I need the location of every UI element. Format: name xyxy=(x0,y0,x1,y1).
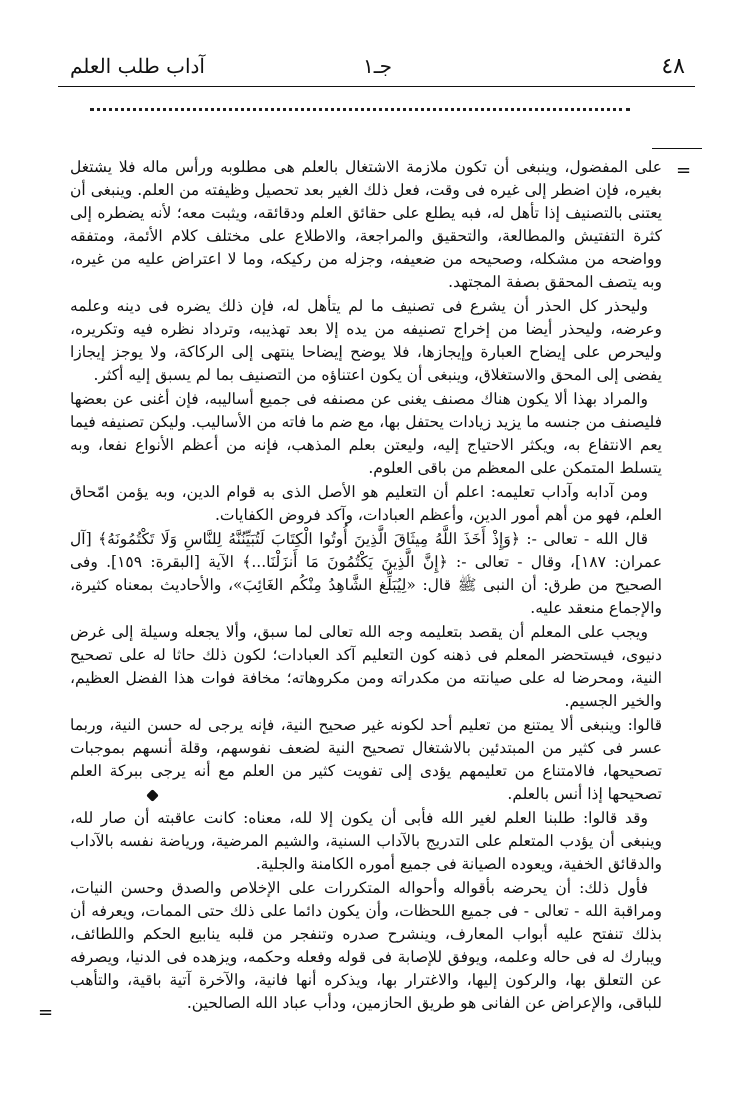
header-rule xyxy=(58,86,695,87)
paragraph-5: قال الله - تعالى -: ﴿وَإِذْ أَخَذَ اللَّهُ مِيثَاقَ الَّذِينَ أُوتُوا الْكِتَابَ لَتُبَيِّنُنَّهُ لِلنَّاسِ وَلَا تَكْتُمُونَهُ﴾ [آل عمران: ١٨٧]، وقال - تعالى -: ﴿إِنَّ الَّذِينَ يَكْتُمُونَ مَا أَنزَلْنَا...﴾ الآية [البقرة: ١٥٩]. وفى الصحيح من طرق: أن النبى ﷺ قال: «لِيُبَلِّغ الشَّاهِدُ مِنْكُم الغَائِبَ»، والأحاديث بمعناه كثيرة، والإجماع منعقد عليه. xyxy=(70,530,662,617)
dotted-separator xyxy=(90,108,630,111)
paragraph-8: وقد قالوا: طلبنا العلم لغير الله فأبى أن يكون إلا لله، معناه: كانت عاقبته أن صار لله، وينبغى أن يؤدب المتعلم على التدريج بالآداب السنية، والشيم المرضية، ورياضة نفسه بالآداب والدقائق الخفية، ويعوده الصيانة فى جميع أموره الكامنة والجلية. xyxy=(70,809,662,873)
paragraph-4: ومن آدابه وآداب تعليمه: اعلم أن التعليم هو الأصل الذى به قوام الدين، وبه يؤمن امّحاق العلم، فهو من أهم أمور الدين، وأعظم العبادات، وآكد فروض الكفايات. xyxy=(70,483,662,524)
book-title: آداب طلب العلم xyxy=(70,54,205,78)
continuation-marker-bottom: = xyxy=(38,1002,54,1023)
continuation-rule xyxy=(652,148,702,149)
paragraph-3: والمراد بهذا ألا يكون هناك مصنف يغنى عن مصنفه فى جميع أساليبه، فإن أغنى عن بعضها فليصنف من جنسه ما يزيد زيادات يحتفل بها، مع ضم ما فاته من الأساليب. وليكن تصنيفه فيما يعم الانتفاع به، ويكثر الاحتياج إليه، وليعتن بعلم المذهب، فإنه من أعظم الأنواع نفعا، وبه يتسلط المتمكن على المعظم من باقى العلوم. xyxy=(70,390,662,477)
volume-label: جـ١ xyxy=(363,54,392,78)
paragraph-1: على المفضول، وينبغى أن تكون ملازمة الاشتغال بالعلم هى مطلوبه ورأس ماله فلا يشتغل بغيره، فإن اضطر إلى غيره فى وقت، فعل ذلك الغير بعد تحصيل وظيفته من العلم. وينبغى أن يعتنى بالتصنيف إذا تأهل له، فبه يطلع على حقائق العلم ودقائقه، ويثبت معه؛ لأنه يضطره إلى كثرة التفتيش والمطالعة، والتحقيق والمراجعة، والاطلاع على مختلف كلام الأئمة، ومتفقه وواضحه من مشكله، وصحيحه من ضعيفه، وجزله من ركيكه، وما لا اعتراض عليه من غيره، وبه يتصف المحقق بصفة المجتهد. xyxy=(70,158,662,291)
paragraph-6: ويجب على المعلم أن يقصد بتعليمه وجه الله تعالى لما سبق، وألا يجعله وسيلة إلى غرض دنيوى، فيستحضر المعلم فى ذهنه كون التعليم آكد العبادات؛ لكون ذلك حاثا له على تصحيح النية، ومحرضا له على صيانته من مكدراته ومن مكروهاته؛ مخافة فوات هذا الفضل العظيم، والخير الجسيم. xyxy=(70,623,662,710)
running-header xyxy=(70,50,685,86)
paragraph-2: وليحذر كل الحذر أن يشرع فى تصنيف ما لم يتأهل له، فإن ذلك يضره فى دينه وعلمه وعرضه، وليحذر أيضا من إخراج تصنيفه من يده إلا بعد تهذيبه، وترداد نظره فيه وتكريره، وليحرص على إيضاح العبارة وإيجازها، فلا يوضح إيضاحا ينتهى إلى الركاكة، ولا يوجز إيجازا يفضى إلى المحق والاستغلاق، وينبغى أن يكون اعتناؤه من التصنيف بما لم يسبق إليه أكثر. xyxy=(70,297,662,384)
continuation-marker-top: = xyxy=(676,160,692,181)
main-text xyxy=(70,156,662,1016)
page-number: ٤٨ xyxy=(661,54,685,79)
paragraph-7: قالوا: وينبغى ألا يمتنع من تعليم أحد لكونه غير صحيح النية، فإنه يرجى له حسن النية، وربما عسر فى كثير من المبتدئين بالاشتغال تصحيح النية لضعف نفوسهم، وقلة أنسهم بموجبات تصحيحها، فالامتناع من تعليمهم يؤدى إلى تفويت كثير من العلم مع أنه يرجى ببركة العلم تصحيحها إذا أنس بالعلم. xyxy=(70,716,662,803)
paragraph-9: فأول ذلك: أن يحرضه بأقواله وأحواله المتكررات على الإخلاص والصدق وحسن النيات، ومراقبة الله - تعالى - فى جميع اللحظات، وأن يكون دائما على ذلك حتى الممات، ويعرفه أن بذلك تنفتح عليه أبواب المعارف، وينشرح صدره وتنفجر من قلبه ينابيع الحكم واللطائف، ويبارك له فى حاله وعلمه، ويوفق للإصابة فى قوله وفعله وحكمه، ويزهده فى الدنيا، ويصرفه عن التعلق بها، والركون إليها، والاغترار بها، ويذكره أنها فانية، والآخرة آتية باقية، والتأهب للباقى، والإعراض عن الفانى هو طريق الحازمين، ودأب عباد الله الصالحين. xyxy=(70,879,662,1012)
